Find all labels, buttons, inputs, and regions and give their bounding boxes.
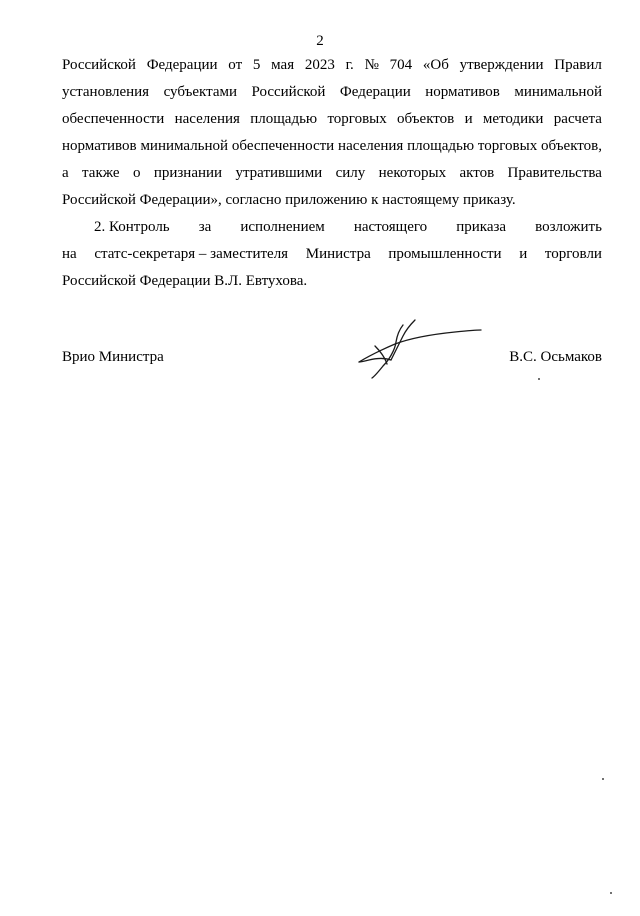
text-line: нормативов минимальной обеспеченности населения площадью торговых объектов,	[62, 138, 602, 154]
text-line: установления субъектами Российской Федерации нормативов минимальной	[62, 84, 602, 100]
signature-block	[62, 347, 602, 367]
text-line: Российской Федерации», согласно приложению к настоящему приказу.	[62, 192, 516, 208]
handwritten-signature	[355, 316, 485, 382]
text-line: Российской Федерации от 5 мая 2023 г. № 704 «Об утверждении Правил	[62, 57, 602, 73]
text-line: обеспеченности населения площадью торговых объектов и методики расчета	[62, 111, 602, 127]
text-line: на статс-секретаря – заместителя Министра промышленности и торговли	[62, 246, 602, 262]
scan-speck	[538, 378, 540, 380]
text-line: Российской Федерации В.Л. Евтухова.	[62, 273, 308, 289]
signatory-name: В.С. Осьмаков	[509, 349, 602, 365]
paragraph-2	[62, 214, 602, 295]
scan-speck	[602, 778, 604, 780]
signatory-position: Врио Министра	[62, 349, 164, 365]
text-line: а также о признании утратившими силу некоторых актов Правительства	[62, 165, 602, 181]
page-number: 2	[316, 33, 324, 49]
text-line: 2. Контроль за исполнением настоящего приказа возложить	[94, 219, 602, 235]
scan-speck	[610, 892, 612, 894]
paragraph-1	[62, 52, 602, 214]
